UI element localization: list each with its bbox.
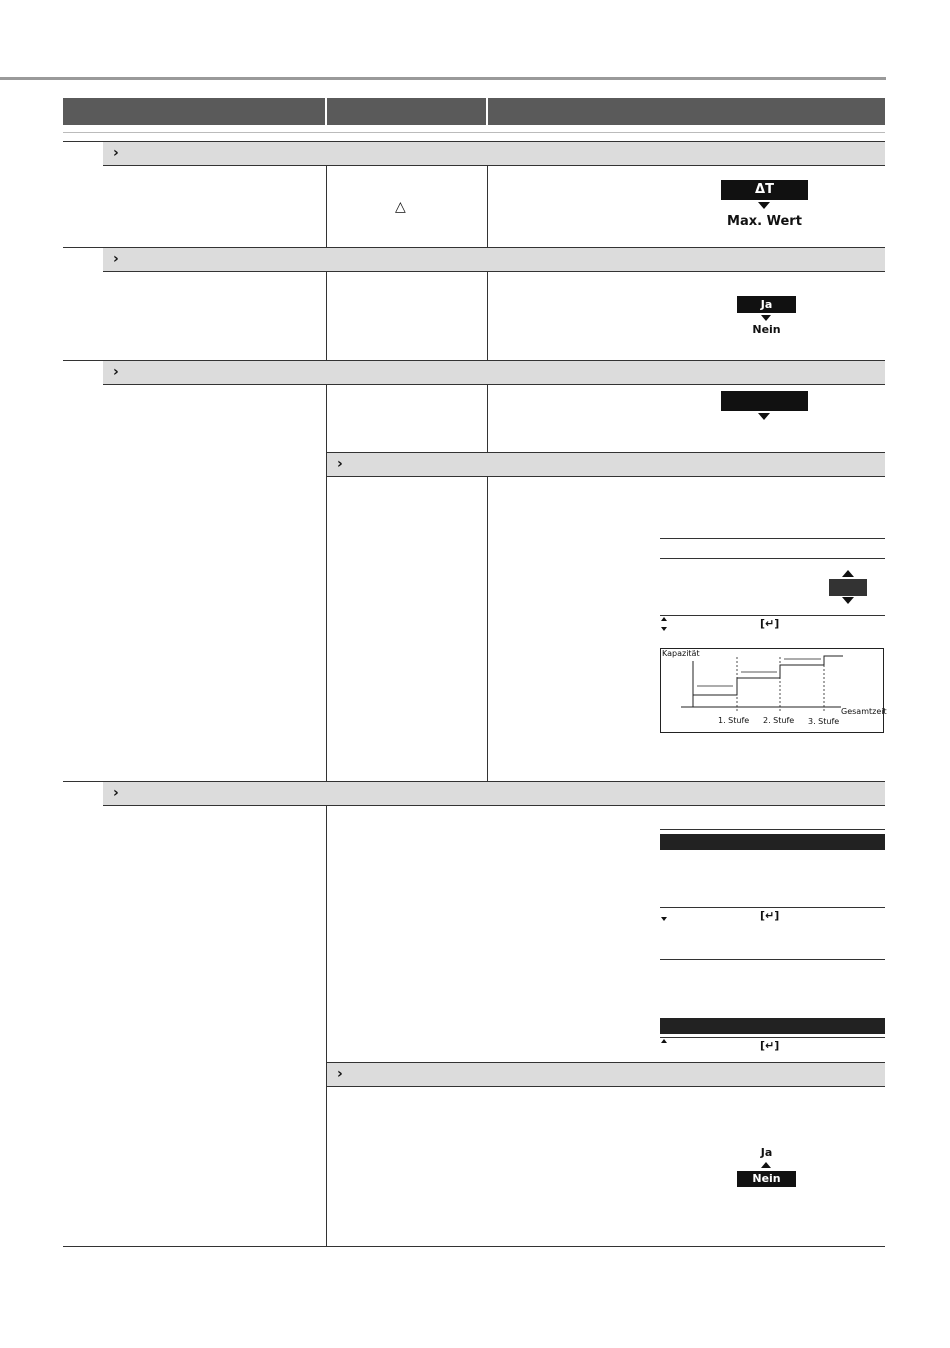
display-line-5 — [660, 907, 885, 908]
display-line-7 — [660, 1037, 885, 1038]
display-ja: Ja — [760, 1146, 773, 1159]
bottom-rule — [63, 1246, 885, 1247]
arrow-down-icon — [758, 413, 770, 420]
subsection-4-bar — [327, 1062, 885, 1087]
graph-step-3: 3. Stufe — [808, 717, 840, 726]
section-1-divider-b — [487, 166, 488, 247]
chevron-right-icon: › — [113, 364, 119, 380]
chevron-right-icon: › — [337, 1066, 343, 1082]
display-nein-selected: Nein — [737, 1171, 796, 1187]
section-1-rule — [63, 141, 103, 142]
header-col-1 — [63, 98, 325, 125]
display-line-4 — [660, 829, 885, 830]
enter-icon: [↵] — [760, 617, 780, 630]
arrow-down-icon — [761, 315, 771, 321]
display-ja: Ja — [737, 296, 796, 313]
section-3-rule — [63, 360, 103, 361]
section-3-bar — [103, 360, 885, 385]
arrow-down-icon — [758, 202, 770, 209]
header-col-2 — [327, 98, 486, 125]
display-line-6 — [660, 959, 885, 960]
small-arrow-down-icon — [661, 627, 667, 631]
top-rule — [0, 77, 886, 80]
small-arrow-up-icon — [661, 1039, 667, 1043]
arrow-down-icon — [842, 597, 854, 604]
section-4-bar — [103, 781, 885, 806]
arrow-up-icon — [761, 1162, 771, 1168]
header-underline — [63, 132, 885, 133]
chevron-right-icon: › — [337, 456, 343, 472]
display-line-3 — [660, 615, 885, 616]
display-max-value: Max. Wert — [727, 214, 802, 229]
chevron-right-icon: › — [113, 145, 119, 161]
small-arrow-down-icon — [661, 917, 667, 921]
display-line-2 — [660, 558, 885, 559]
display-line-1 — [660, 538, 885, 539]
subsection-3-bar — [327, 452, 885, 477]
section-4-rule — [63, 781, 103, 782]
graph-ylabel: Kapazität — [662, 649, 700, 658]
section-2-divider-b — [487, 272, 488, 360]
header-col-3 — [488, 98, 885, 125]
enter-icon: [↵] — [760, 1039, 780, 1052]
section-3-divider-b — [487, 385, 488, 452]
display-highlight-bar-1 — [660, 834, 885, 850]
subsection-3-divider — [487, 477, 488, 781]
section-3-divider-a — [326, 385, 327, 781]
section-1-bar — [103, 141, 885, 166]
graph-step-2: 2. Stufe — [763, 716, 795, 725]
section-1-divider-a — [326, 166, 327, 247]
section-4-divider — [326, 806, 327, 1246]
triangle-up-icon: △ — [395, 199, 406, 215]
enter-icon: [↵] — [760, 909, 780, 922]
section-2-divider-a — [326, 272, 327, 360]
chevron-right-icon: › — [113, 785, 119, 801]
chevron-right-icon: › — [113, 251, 119, 267]
graph-step-1: 1. Stufe — [718, 716, 750, 725]
arrow-up-icon — [842, 570, 854, 577]
display-nein: Nein — [752, 323, 781, 336]
capacity-graph — [660, 648, 887, 733]
display-blank-bar — [721, 391, 808, 411]
section-2-bar — [103, 247, 885, 272]
display-delta-t: ΔT — [721, 180, 808, 200]
section-2-rule — [63, 247, 103, 248]
graph-xlabel: Gesamtzeit — [841, 707, 887, 716]
small-arrow-up-icon — [661, 617, 667, 621]
value-box — [829, 579, 867, 596]
display-highlight-bar-2 — [660, 1018, 885, 1034]
